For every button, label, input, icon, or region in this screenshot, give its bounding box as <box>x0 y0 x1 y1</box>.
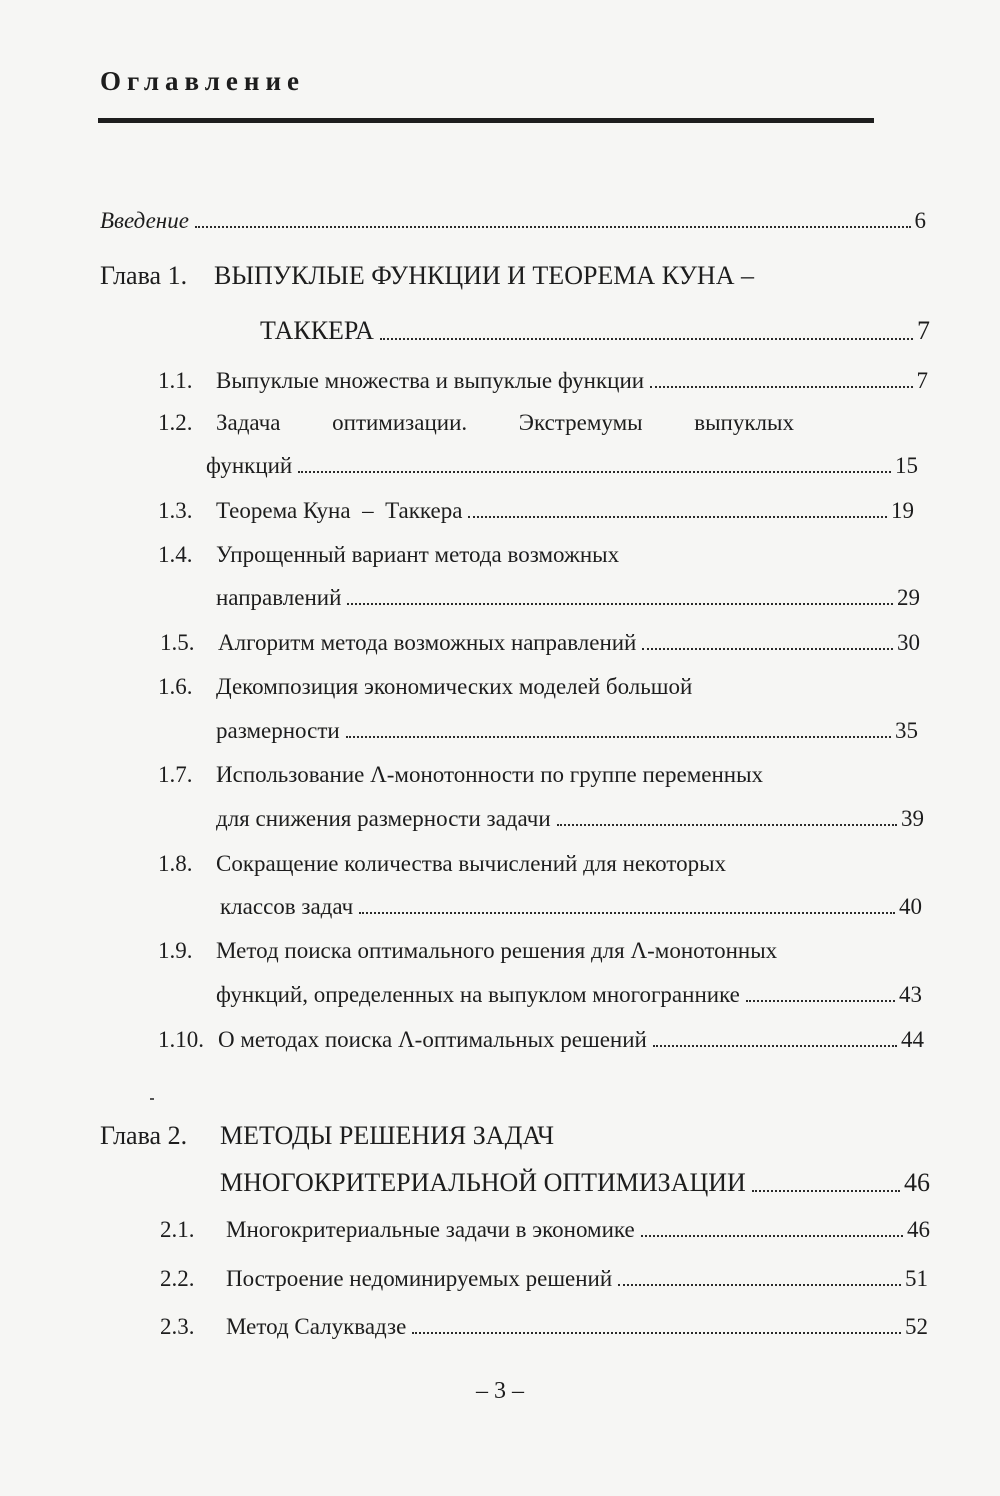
toc-entry-1-8 <box>158 851 858 877</box>
leader-dots <box>468 515 887 518</box>
toc-entry-1-9-cont <box>216 982 922 1008</box>
section-title-cont: размерности <box>216 718 340 743</box>
leader-dots <box>298 470 891 473</box>
page-number: – 3 – <box>476 1378 524 1404</box>
section-title: Сокращение количества вычислений для некоторых <box>216 851 727 876</box>
section-page: 35 <box>895 718 918 743</box>
leader-dots <box>380 337 913 340</box>
section-title-cont: направлений <box>216 585 342 610</box>
intro-page: 6 <box>914 208 926 233</box>
section-title: Многокритериальные задачи в экономике <box>226 1217 635 1242</box>
title-word: Экстремумы <box>518 410 643 435</box>
chapter2-heading <box>100 1121 930 1151</box>
section-number: 1.4. <box>158 542 193 567</box>
chapter2-title-line2: МНОГОКРИТЕРИАЛЬНОЙ ОПТИМИЗАЦИИ <box>220 1168 746 1197</box>
toc-entry-1-6-cont <box>216 718 918 744</box>
toc-entry-1-7 <box>158 762 858 788</box>
toc-entry-1-7-cont <box>216 806 924 832</box>
section-title-cont: для снижения размерности задачи <box>216 806 551 831</box>
toc-entry-1-2-cont <box>206 453 918 479</box>
section-title <box>216 410 794 436</box>
title-word: Задача <box>216 410 281 435</box>
section-title: О методах поиска Λ-оптимальных решений <box>218 1027 647 1052</box>
section-page: 7 <box>916 368 928 393</box>
leader-dots <box>650 385 912 388</box>
section-title: Выпуклые множества и выпуклые функции <box>216 368 645 393</box>
toc-entry-intro <box>100 208 926 234</box>
chapter2-title-line1: МЕТОДЫ РЕШЕНИЯ ЗАДАЧ <box>220 1121 555 1150</box>
toc-entry-1-4 <box>158 542 858 568</box>
section-page: 15 <box>895 453 918 478</box>
section-page: 30 <box>897 630 920 655</box>
toc-entry-1-6 <box>158 674 878 700</box>
leader-dots <box>618 1283 901 1286</box>
toc-entry-1-5 <box>160 630 920 656</box>
chapter2-label: Глава 2. <box>100 1121 188 1150</box>
chapter2-heading-cont <box>220 1168 930 1198</box>
toc-entry-1-9 <box>158 938 878 964</box>
section-title: Использование Λ-монотонности по группе переменных <box>216 762 764 787</box>
leader-dots <box>359 911 895 914</box>
leader-dots <box>641 1234 903 1237</box>
toc-entry-1-8-cont <box>220 894 922 920</box>
section-page: 44 <box>901 1027 924 1052</box>
toc-entry-2-2 <box>160 1266 928 1292</box>
section-title: Алгоритм метода возможных направлений <box>218 630 637 655</box>
title-word: оптимизации. <box>332 410 468 435</box>
section-title: Построение недоминируемых решений <box>226 1266 613 1291</box>
heading-rule <box>98 118 874 123</box>
section-title: Метод Салуквадзе <box>226 1314 407 1339</box>
leader-dots <box>642 647 893 650</box>
section-number: 1.9. <box>158 938 193 963</box>
chapter1-title-line1: ВЫПУКЛЫЕ ФУНКЦИИ И ТЕОРЕМА КУНА – <box>214 261 754 290</box>
section-page: 52 <box>905 1314 928 1339</box>
chapter1-title-line2: ТАККЕРА <box>260 316 374 345</box>
section-number: 1.7. <box>158 762 193 787</box>
leader-dots <box>412 1331 901 1334</box>
section-number: 1.5. <box>160 630 195 655</box>
section-page: 46 <box>907 1217 930 1242</box>
toc-entry-1-10 <box>158 1027 924 1053</box>
section-title: Метод поиска оптимального решения для Λ-монотонных <box>216 938 778 963</box>
leader-dots <box>557 823 897 826</box>
section-title: Теорема Куна – Таккера <box>216 498 463 523</box>
section-page: 51 <box>905 1266 928 1291</box>
toc-heading: Оглавление <box>100 66 305 96</box>
leader-dots <box>752 1189 900 1192</box>
chapter1-page: 7 <box>917 316 930 345</box>
leader-dots <box>347 602 893 605</box>
toc-entry-2-1 <box>160 1217 930 1243</box>
section-number: 1.10. <box>158 1027 204 1052</box>
section-number: 2.3. <box>160 1314 195 1339</box>
title-word: выпуклых <box>694 410 794 435</box>
leader-dots <box>746 999 895 1002</box>
chapter1-label: Глава 1. <box>100 261 188 290</box>
chapter2-page: 46 <box>904 1168 930 1197</box>
section-page: 39 <box>901 806 924 831</box>
section-title-cont: классов задач <box>220 894 354 919</box>
section-number: 1.1. <box>158 368 193 393</box>
toc-entry-1-2 <box>158 410 794 436</box>
section-number: 1.6. <box>158 674 193 699</box>
leader-dots <box>653 1044 897 1047</box>
toc-entry-1-1 <box>158 368 928 394</box>
section-page: 29 <box>897 585 920 610</box>
toc-entry-2-3 <box>160 1314 928 1340</box>
toc-entry-1-3 <box>158 498 914 524</box>
chapter1-heading <box>100 261 930 291</box>
section-page: 43 <box>899 982 922 1007</box>
section-title-cont: функций, определенных на выпуклом многограннике <box>216 982 740 1007</box>
section-number: 1.3. <box>158 498 193 523</box>
toc-entry-1-4-cont <box>216 585 920 611</box>
print-speck <box>150 1098 154 1100</box>
leader-dots <box>195 225 911 228</box>
chapter1-heading-cont <box>260 316 930 346</box>
intro-title: Введение <box>100 208 189 233</box>
section-title: Упрощенный вариант метода возможных <box>216 542 620 567</box>
section-number: 2.1. <box>160 1217 195 1242</box>
section-title: Декомпозиция экономических моделей большой <box>216 674 693 699</box>
section-number: 2.2. <box>160 1266 195 1291</box>
leader-dots <box>346 735 891 738</box>
section-page: 40 <box>899 894 922 919</box>
section-title-cont: функций <box>206 453 293 478</box>
section-page: 19 <box>891 498 914 523</box>
section-number: 1.2. <box>158 410 193 435</box>
section-number: 1.8. <box>158 851 193 876</box>
